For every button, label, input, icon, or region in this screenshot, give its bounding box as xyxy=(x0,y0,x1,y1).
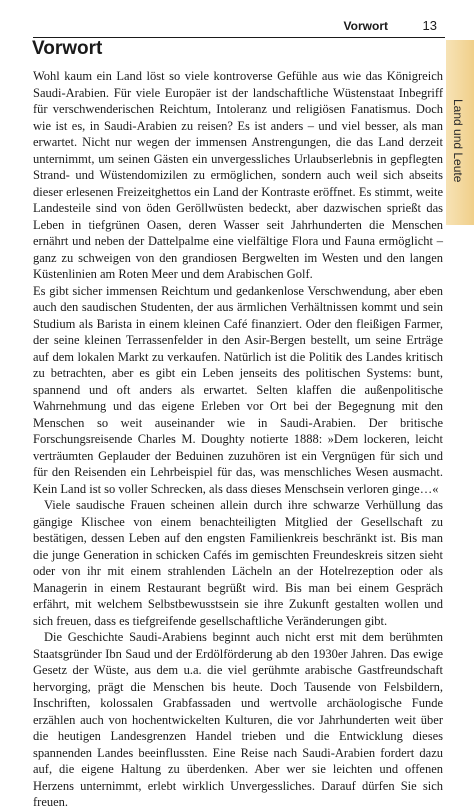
chapter-side-tab-label: Land und Leute xyxy=(451,99,465,183)
running-header-section: Vorwort xyxy=(343,19,388,33)
paragraph: Die Geschichte Saudi-Arabiens beginnt auch nicht erst mit dem berühmten Staatsgründer Ibn Saud und der Erdölförderung ab den 1930er Jahren. Das ewige Gesetz der Wüste, aus dem u.a. die viel gerühmte arabische Gastfreundschaft hervorging, prägt die Menschen bis heute. Doch Tausende von Felsbildern, Inschriften, kolossalen Grabfassaden und wertvolle archäologische Funde erzählen auch von hochentwickelten Kulturen, die vor Jahrhunderten weit über die heutigen Landesgrenzen Handel trieben und die Entwicklung dieses spannenden Landes beeinflussten. Eine Reise nach Saudi-Arabien fordert dazu auf, die eigene Haltung zu überdenken. Aber wer sie leichten und offenen Herzens unternimmt, erlebt wirklich Unvergessliches. Darauf dürfen Sie sich freuen. xyxy=(33,630,443,809)
paragraph: Wohl kaum ein Land löst so viele kontroverse Gefühle aus wie das Königreich Saudi-Arabien. Für viele Europäer ist der landschaftliche Wüstenstaat Inbegriff für verschwenderischen Reichtum, Intoleranz und religiösen Fanatismus. Doch wie ist es, in Saudi-Arabien zu reisen? Es ist anders – und viel besser, als man erwartet. Nicht nur wegen der immensen Anstrengungen, die das Land derzeit unternimmt, um seinen Gästen ein unvergessliches Urlaubserlebnis in gepflegten Strand- und Wüstendomizilen zu ermöglichen, sondern auch weil sich abseits dieser erlesenen Freizeitghettos ein Land der Kontraste eröffnet. Es stimmt, weite Landesteile sind von öden Geröllwüsten bedeckt, aber dazwischen sprießt das Leben in tiefgrünen Oasen, deren Wasser seit Jahrhunderten die Menschen ernährt und neben der Dattelpalme eine vielfältige Flora und Fauna ermöglicht – ganz zu schweigen von den grandiosen Bergwelten im Westen und den langen Küstenlinien am Roten Meer und dem Arabischen Golf. xyxy=(33,69,443,281)
paragraph: Es gibt sicher immensen Reichtum und gedankenlose Verschwendung, aber eben auch den saudischen Studenten, der aus ärmlichen Verhältnissen kommt und sein Studium als Barista in einem kleinen Café finanziert. Oder den fleißigen Farmer, der seine kleinen Terrassenfelder in den Asir-Bergen bestellt, um seine Erträge auf dem lokalen Markt zu verkaufen. Natürlich ist die Politik des Landes kritisch zu betrachten, aber es gibt ein Leben jenseits des politischen Systems: bunt, spannend und oft anders als erwartet. Selten klaffen die außenpolitische Wahrnehmung und das eigene Erleben vor Ort bei der Begegnung mit den Menschen so weit auseinander wie in Saudi-Arabien. Der britische Forschungsreisende Charles M. Doughty notierte 1888: »Dem lockeren, leicht verträumten Geplauder der Beduinen zuzuhören ist ein Vergnügen für sich und für den Reisenden ein Lehrbeispiel für das, was menschliches Wesen ausmacht. Kein Land ist so voller Schrecken, als dass dieses Menschsein verloren ginge…« xyxy=(33,283,443,496)
paragraph: Viele saudische Frauen scheinen allein durch ihre schwarze Verhüllung das gängige Klischee von einem benachteiligten Mitglied der Gesellschaft zu bestätigen, dessen Leben auf den engsten Familienkreis beschränkt ist. Bis man die junge Generation in schicken Cafés im gemischten Freundeskreis sitzen sieht oder von ihr mit einem strahlenden Lächeln an der Hotelrezeption oder als Managerin in einem Restaurant begrüßt wird. Bis man bei einem Gespräch erfährt, mit welchem Selbstbewusstsein sie ihre Zukunft gestalten wollen und sich freuen, dass es tiefgreifende gesellschaftliche Veränderungen gibt. xyxy=(33,498,443,628)
page-title: Vorwort xyxy=(32,38,103,59)
body-text xyxy=(33,68,443,811)
running-header xyxy=(0,0,474,40)
page-number: 13 xyxy=(422,18,437,33)
